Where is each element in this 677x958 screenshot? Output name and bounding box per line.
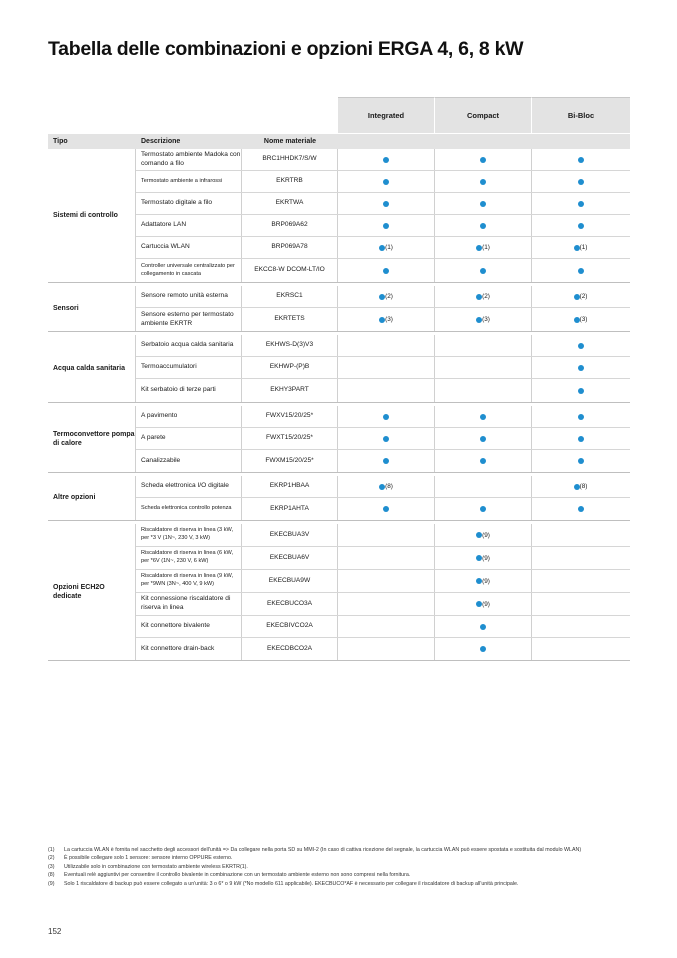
table-row — [136, 149, 630, 171]
compatible-dot-icon — [578, 201, 584, 207]
note-ref: (9) — [482, 554, 490, 562]
compatible-dot-icon — [480, 179, 486, 185]
compat-cell — [435, 259, 532, 282]
footnote-number: (3) — [48, 863, 55, 870]
table-row — [136, 215, 630, 237]
table-header-columns — [48, 133, 630, 149]
compat-cell — [532, 616, 629, 637]
table-group — [48, 406, 630, 473]
column-descrizione: Descrizione — [141, 138, 181, 145]
compat-cell — [435, 215, 532, 236]
compatible-dot-icon — [383, 414, 389, 420]
row-descrizione: Termoaccumulatori — [136, 357, 242, 378]
row-descrizione: Controller universale centralizzato per collegamento in cascata — [136, 259, 242, 282]
compat-cell — [338, 335, 435, 356]
row-descrizione: A parete — [136, 428, 242, 449]
row-descrizione: Riscaldatore di riserva in linea (6 kW, per *6V (1N~, 230 V, 6 kW) — [136, 547, 242, 569]
compatible-dot-icon — [480, 414, 486, 420]
compat-cell — [338, 357, 435, 378]
compat-cell — [338, 450, 435, 472]
page-number: 152 — [48, 927, 62, 936]
row-descrizione: Kit connettore drain-back — [136, 638, 242, 660]
compat-cell — [338, 547, 435, 569]
group-tipo: Termoconvettore pompa di calore — [48, 406, 136, 472]
table-row — [136, 498, 630, 520]
compat-cell — [435, 379, 532, 402]
row-descrizione: Kit connessione riscaldatore di riserva in linea — [136, 593, 242, 615]
group-tipo: Altre opzioni — [48, 476, 136, 520]
footnote-number: (8) — [48, 872, 55, 879]
compat-cell — [532, 379, 629, 402]
note-ref: (2) — [482, 293, 490, 300]
compatible-dot-icon — [383, 268, 389, 274]
compatible-dot-icon — [578, 506, 584, 512]
row-nome-materiale: EKHY3PART — [242, 379, 338, 402]
row-descrizione: Adattatore LAN — [136, 215, 242, 236]
group-tipo: Sistemi di controllo — [48, 149, 136, 282]
compat-cell — [338, 286, 435, 307]
row-descrizione: Sensore esterno per termostato ambiente EKRTR — [136, 308, 242, 331]
row-descrizione: Canalizzabile — [136, 450, 242, 472]
compatible-dot-icon — [480, 458, 486, 464]
row-nome-materiale: EKRTWA — [242, 193, 338, 214]
note-ref: (8) — [579, 483, 588, 490]
compatible-dot-icon — [578, 223, 584, 229]
note-ref: (9) — [482, 531, 490, 539]
compat-cell — [435, 406, 532, 427]
row-descrizione: Kit serbatoio di terze parti — [136, 379, 242, 402]
row-nome-materiale: EKRTRB — [242, 171, 338, 192]
compat-cell — [338, 171, 435, 192]
compat-cell — [435, 593, 532, 615]
group-tipo: Sensori — [48, 286, 136, 331]
compat-cell — [435, 357, 532, 378]
compatible-dot-icon — [578, 436, 584, 442]
note-ref: (9) — [482, 600, 490, 608]
table-row — [136, 406, 630, 428]
column-tipo: Tipo — [53, 138, 68, 145]
table-row — [136, 335, 630, 357]
compat-cell — [338, 406, 435, 427]
compatible-dot-icon — [383, 506, 389, 512]
compat-cell — [338, 638, 435, 660]
note-ref: (2) — [385, 293, 393, 300]
compat-cell — [338, 476, 435, 497]
compatible-dot-icon — [383, 436, 389, 442]
row-nome-materiale: EKECBUA6V — [242, 547, 338, 569]
compatible-dot-icon — [480, 223, 486, 229]
compat-cell — [532, 308, 629, 331]
compat-cell — [338, 498, 435, 520]
note-ref: (2) — [579, 293, 588, 300]
compat-cell — [435, 638, 532, 660]
compatible-dot-icon — [383, 179, 389, 185]
compat-cell — [435, 450, 532, 472]
row-nome-materiale: BRP069A78 — [242, 237, 338, 258]
table-row — [136, 357, 630, 379]
compat-cell — [338, 593, 435, 615]
row-nome-materiale: EKECBUCO3A — [242, 593, 338, 615]
compat-cell — [532, 286, 629, 307]
compatible-dot-icon — [480, 436, 486, 442]
row-descrizione: Kit connettore bivalente — [136, 616, 242, 637]
combinations-table — [48, 97, 630, 664]
row-nome-materiale: EKECDBCO2A — [242, 638, 338, 660]
compat-cell — [435, 193, 532, 214]
compat-cell — [338, 524, 435, 546]
row-nome-materiale: FWXT15/20/25* — [242, 428, 338, 449]
row-nome-materiale: EKHWS-D(3)V3 — [242, 335, 338, 356]
compat-cell — [435, 428, 532, 449]
compatible-dot-icon — [383, 458, 389, 464]
row-nome-materiale: EKRTETS — [242, 308, 338, 331]
note-ref: (3) — [482, 316, 490, 323]
row-nome-materiale: EKECBIVCO2A — [242, 616, 338, 637]
table-header-units — [48, 97, 630, 133]
compat-cell — [532, 215, 629, 236]
table-body — [48, 149, 630, 661]
compatible-dot-icon — [578, 458, 584, 464]
footnotes — [48, 846, 638, 888]
footnote-text: Utilizzabile solo in combinazione con termostato ambiente wireless EKRTR(1). — [64, 863, 248, 870]
table-row — [136, 616, 630, 638]
table-row — [136, 450, 630, 472]
compat-cell — [435, 524, 532, 546]
footnote — [48, 846, 638, 854]
compat-cell — [435, 616, 532, 637]
note-ref: (3) — [579, 316, 588, 323]
table-row — [136, 286, 630, 308]
compat-cell — [435, 335, 532, 356]
compat-cell — [435, 171, 532, 192]
compat-cell — [532, 357, 629, 378]
row-descrizione: Sensore remoto unità esterna — [136, 286, 242, 307]
compat-cell — [338, 215, 435, 236]
table-row — [136, 524, 630, 547]
table-row — [136, 193, 630, 215]
unit-header-integrated: Integrated — [338, 97, 435, 133]
page-title: Tabella delle combinazioni e opzioni ERGA 4, 6, 8 kW — [48, 38, 524, 60]
row-descrizione: Termostato ambiente a infrarossi — [136, 171, 242, 192]
footnote — [48, 880, 638, 888]
table-group — [48, 524, 630, 661]
footnote-text: È possibile collegare solo 1 sensore: sensore interno OPPURE esterno. — [64, 855, 233, 862]
note-ref: (1) — [385, 244, 393, 251]
table-row — [136, 428, 630, 450]
compatible-dot-icon — [480, 268, 486, 274]
row-nome-materiale: BRC1HHDK7/S/W — [242, 149, 338, 170]
footnote-text: Eventuali relè aggiuntivi per consentire il controllo bivalente in combinazione con un termostato ambiente esterno non sono compresi nella fornitura. — [64, 872, 411, 879]
compat-cell — [532, 237, 629, 258]
table-group — [48, 149, 630, 283]
table-row — [136, 638, 630, 660]
compat-cell — [338, 616, 435, 637]
compatible-dot-icon — [578, 343, 584, 349]
compatible-dot-icon — [578, 157, 584, 163]
footnote — [48, 863, 638, 871]
compat-cell — [532, 149, 629, 170]
note-ref: (9) — [482, 577, 490, 585]
row-descrizione: Riscaldatore di riserva in linea (3 kW, per *3 V (1N~, 230 V, 3 kW) — [136, 524, 242, 546]
row-descrizione: Riscaldatore di riserva in linea (9 kW, per *9WN (3N~, 400 V, 9 kW) — [136, 570, 242, 592]
row-nome-materiale: EKRP1HBAA — [242, 476, 338, 497]
table-group — [48, 335, 630, 403]
note-ref: (1) — [482, 244, 490, 251]
compat-cell — [532, 593, 629, 615]
row-descrizione: Scheda elettronica controllo potenza — [136, 498, 242, 520]
footnote — [48, 854, 638, 862]
table-row — [136, 259, 630, 282]
compat-cell — [435, 149, 532, 170]
table-row — [136, 476, 630, 498]
row-descrizione: Termostato ambiente Madoka con comando a filo — [136, 149, 242, 170]
row-nome-materiale: EKCC8-W DCOM-LT/IO — [242, 259, 338, 282]
compat-cell — [532, 547, 629, 569]
row-nome-materiale: EKECBUA3V — [242, 524, 338, 546]
compat-cell — [338, 237, 435, 258]
compat-cell — [532, 193, 629, 214]
table-row — [136, 547, 630, 570]
note-ref: (1) — [579, 244, 588, 251]
compatible-dot-icon — [480, 506, 486, 512]
compat-cell — [338, 193, 435, 214]
table-group — [48, 476, 630, 521]
compat-cell — [435, 308, 532, 331]
compatible-dot-icon — [578, 414, 584, 420]
compat-cell — [435, 547, 532, 569]
footnote-number: (1) — [48, 847, 55, 853]
group-tipo: Opzioni ECH2O dedicate — [48, 524, 136, 660]
footnote-text: La cartuccia WLAN è fornita nel sacchetto degli accessori dell'unità => Da collegare nella porta SD su MMI-2 (In caso di cattiva ricezione del segnale, la cartuccia WLAN può essere spostata e sostituita dal modulo WLAN) — [64, 847, 582, 853]
row-nome-materiale: FWXM15/20/25* — [242, 450, 338, 472]
compat-cell — [532, 476, 629, 497]
compat-cell — [338, 259, 435, 282]
compat-cell — [532, 428, 629, 449]
compat-cell — [338, 570, 435, 592]
compatible-dot-icon — [480, 646, 486, 652]
compat-cell — [435, 237, 532, 258]
compat-cell — [338, 428, 435, 449]
table-group — [48, 286, 630, 332]
compatible-dot-icon — [578, 365, 584, 371]
compat-cell — [532, 638, 629, 660]
table-row — [136, 570, 630, 593]
compatible-dot-icon — [480, 624, 486, 630]
row-descrizione: Scheda elettronica I/O digitale — [136, 476, 242, 497]
compatible-dot-icon — [578, 179, 584, 185]
compat-cell — [532, 450, 629, 472]
compat-cell — [435, 570, 532, 592]
note-ref: (3) — [385, 316, 393, 323]
row-nome-materiale: EKRSC1 — [242, 286, 338, 307]
compat-cell — [532, 171, 629, 192]
table-row — [136, 593, 630, 616]
table-row — [136, 171, 630, 193]
compat-cell — [435, 286, 532, 307]
compat-cell — [532, 524, 629, 546]
row-descrizione: Termostato digitale a filo — [136, 193, 242, 214]
compat-cell — [338, 379, 435, 402]
row-descrizione: Serbatoio acqua calda sanitaria — [136, 335, 242, 356]
row-nome-materiale: BRP069A62 — [242, 215, 338, 236]
table-row — [136, 379, 630, 402]
group-tipo: Acqua calda sanitaria — [48, 335, 136, 402]
column-nome-materiale: Nome materiale — [263, 138, 317, 145]
compat-cell — [532, 498, 629, 520]
compatible-dot-icon — [383, 223, 389, 229]
compatible-dot-icon — [383, 157, 389, 163]
footnote-number: (2) — [48, 855, 55, 862]
compat-cell — [532, 570, 629, 592]
footnote — [48, 871, 638, 879]
compatible-dot-icon — [383, 201, 389, 207]
row-descrizione: Cartuccia WLAN — [136, 237, 242, 258]
footnote-number: (9) — [48, 880, 55, 887]
compatible-dot-icon — [578, 268, 584, 274]
compatible-dot-icon — [578, 388, 584, 394]
compatible-dot-icon — [480, 157, 486, 163]
row-nome-materiale: EKECBUA9W — [242, 570, 338, 592]
compatible-dot-icon — [480, 201, 486, 207]
row-descrizione: A pavimento — [136, 406, 242, 427]
compat-cell — [435, 498, 532, 520]
table-row — [136, 308, 630, 331]
compat-cell — [338, 308, 435, 331]
unit-header-bibloc: Bi-Bloc — [532, 97, 630, 133]
compat-cell — [532, 335, 629, 356]
row-nome-materiale: EKRP1AHTA — [242, 498, 338, 520]
compat-cell — [338, 149, 435, 170]
unit-header-compact: Compact — [435, 97, 532, 133]
compat-cell — [435, 476, 532, 497]
row-nome-materiale: EKHWP-(P)B — [242, 357, 338, 378]
row-nome-materiale: FWXV15/20/25* — [242, 406, 338, 427]
table-row — [136, 237, 630, 259]
note-ref: (8) — [385, 483, 393, 490]
compat-cell — [532, 259, 629, 282]
compat-cell — [532, 406, 629, 427]
footnote-text: Solo 1 riscaldatore di backup può essere collegato a un'unità: 3 o 6* o 9 kW (*No modello 611 applicabile). EKECBUCO*AF è necessario per collegare il riscaldatore di backup all'unità principale. — [64, 880, 519, 887]
